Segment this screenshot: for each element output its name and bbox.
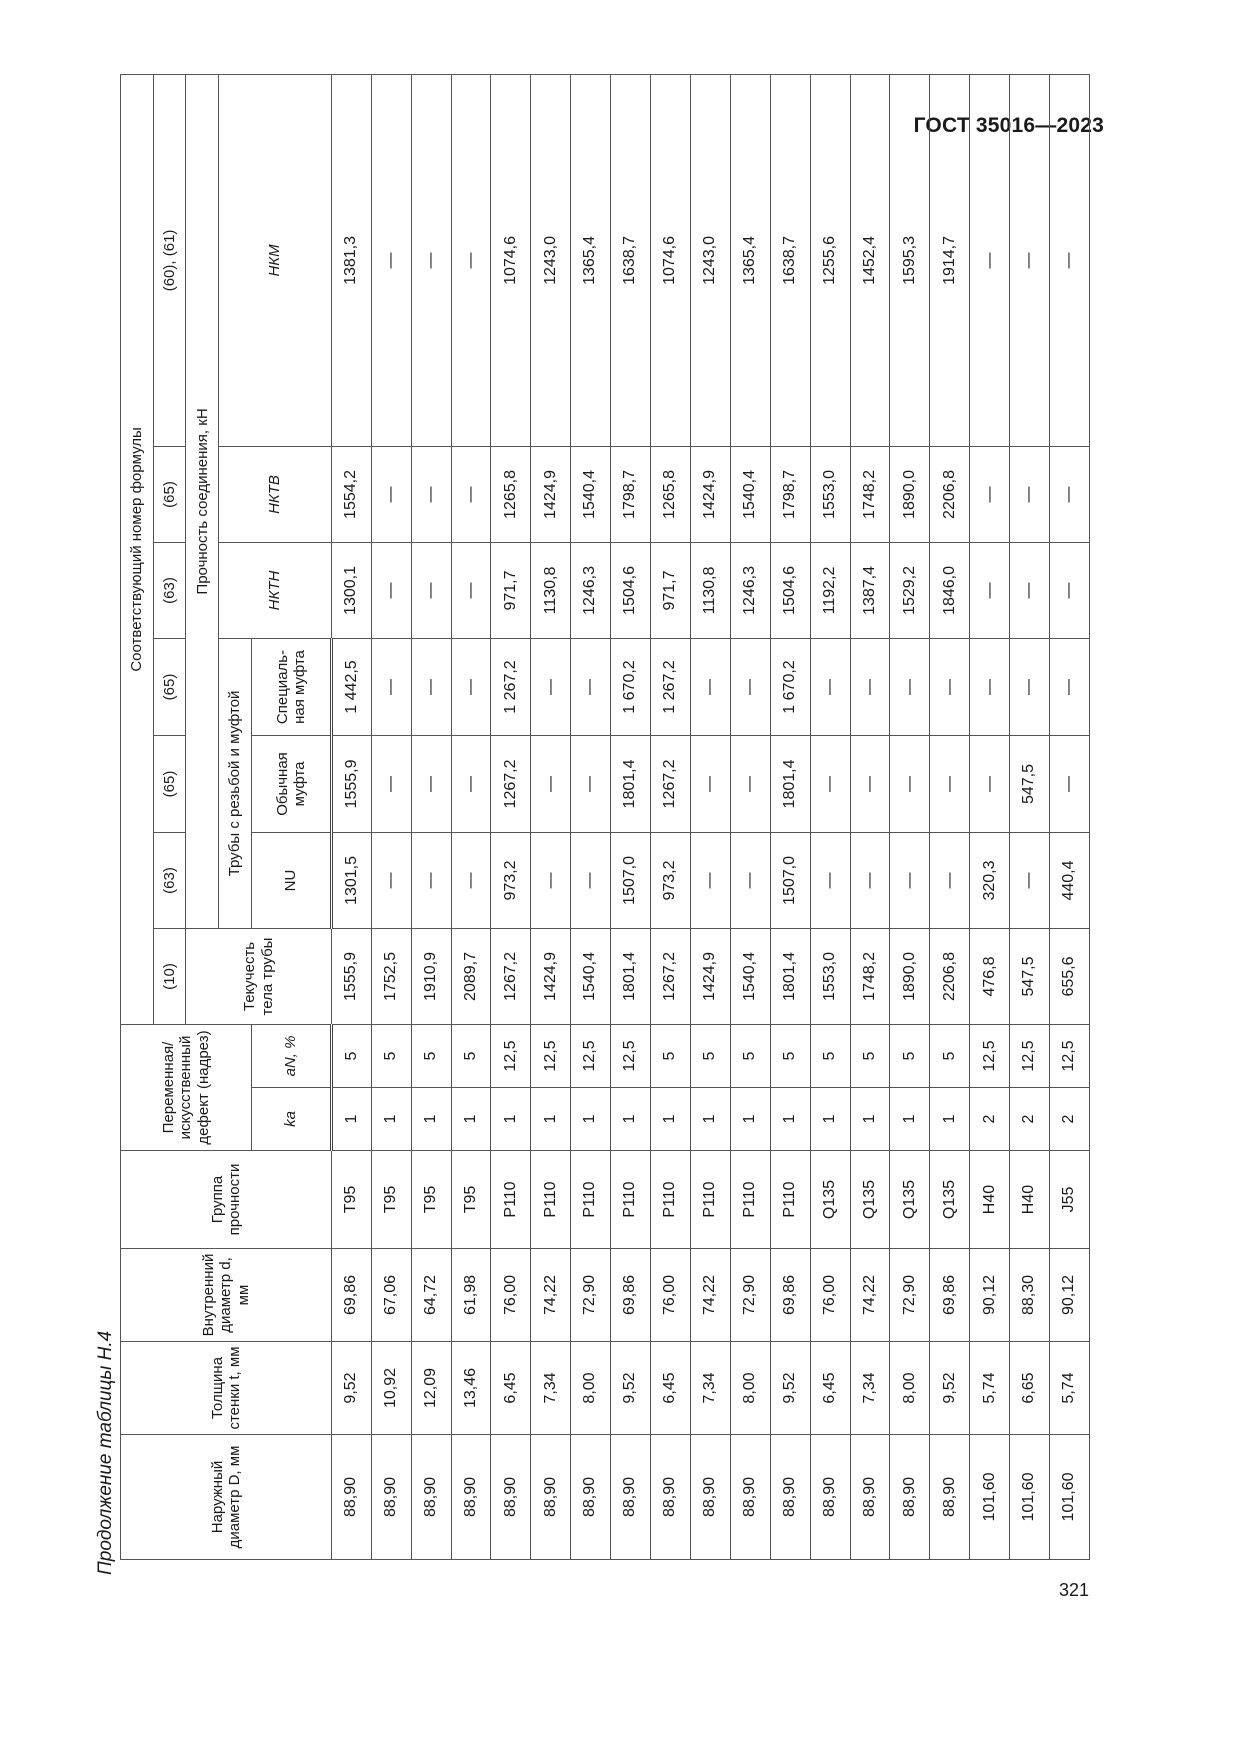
cell-eu-special: — (850, 638, 890, 735)
cell-nu: 1301,5 (331, 832, 371, 928)
table-row (850, 74, 890, 1559)
cell-eu-regular: — (690, 735, 730, 832)
cell-nkm: — (1050, 74, 1090, 446)
cell-eu-special: — (571, 638, 611, 735)
cell-body-yield: 547,5 (1010, 928, 1050, 1024)
table-row (1050, 74, 1090, 1559)
cell-nktn: 1846,0 (930, 542, 970, 638)
cell-strength-group: Q135 (810, 1151, 850, 1249)
cell-an: 5 (890, 1024, 930, 1087)
cell-inner-diameter: 69,86 (770, 1249, 810, 1342)
cell-nktn: — (411, 542, 451, 638)
cell-eu-regular: 1555,9 (331, 735, 371, 832)
cell-ka: 1 (531, 1088, 571, 1151)
cell-outer-diameter: 88,90 (611, 1435, 651, 1560)
cell-an: 5 (770, 1024, 810, 1087)
header-joint-strength: Прочность соединения, кН (186, 74, 219, 928)
cell-eu-regular: — (730, 735, 770, 832)
cell-nktn: — (371, 542, 411, 638)
cell-inner-diameter: 90,12 (1050, 1249, 1090, 1342)
cell-nktn: — (451, 542, 491, 638)
cell-nu: 973,2 (651, 832, 691, 928)
cell-nu: — (531, 832, 571, 928)
cell-strength-group: Q135 (850, 1151, 890, 1249)
header-nktv: НКТВ (219, 446, 332, 542)
cell-body-yield: 2089,7 (451, 928, 491, 1024)
table-row (890, 74, 930, 1559)
cell-body-yield: 655,6 (1050, 928, 1090, 1024)
cell-outer-diameter: 101,60 (970, 1435, 1010, 1560)
cell-eu-special: — (451, 638, 491, 735)
cell-wall-thickness: 9,52 (930, 1342, 970, 1435)
cell-an: 5 (850, 1024, 890, 1087)
cell-nu: 1507,0 (611, 832, 651, 928)
cell-nu: — (850, 832, 890, 928)
cell-an: 5 (411, 1024, 451, 1087)
header-outer-diameter: Наружный диаметр D, мм (121, 1435, 332, 1560)
header-formula-60-61: (60), (61) (153, 74, 186, 446)
table-row (930, 74, 970, 1559)
cell-eu-special: — (1050, 638, 1090, 735)
cell-inner-diameter: 72,90 (571, 1249, 611, 1342)
cell-strength-group: H40 (970, 1151, 1010, 1249)
cell-inner-diameter: 69,86 (611, 1249, 651, 1342)
cell-body-yield: 476,8 (970, 928, 1010, 1024)
cell-wall-thickness: 5,74 (970, 1342, 1010, 1435)
cell-inner-diameter: 74,22 (850, 1249, 890, 1342)
cell-nktv: 1265,8 (491, 446, 531, 542)
cell-nu: — (371, 832, 411, 928)
table-caption: Продолжение таблицы Н.4 (95, 1330, 116, 1575)
cell-wall-thickness: 9,52 (611, 1342, 651, 1435)
cell-strength-group: P110 (611, 1151, 651, 1249)
cell-nktv: 1424,9 (531, 446, 571, 542)
cell-eu-special: 1 442,5 (331, 638, 371, 735)
header-ka: ka (251, 1088, 331, 1151)
table-body (331, 74, 1089, 1559)
table-row (491, 74, 531, 1559)
cell-ka: 1 (371, 1088, 411, 1151)
cell-strength-group: T95 (371, 1151, 411, 1249)
cell-inner-diameter: 69,86 (930, 1249, 970, 1342)
cell-strength-group: P110 (730, 1151, 770, 1249)
cell-body-yield: 1424,9 (531, 928, 571, 1024)
cell-nktv: 1554,2 (331, 446, 371, 542)
cell-body-yield: 1752,5 (371, 928, 411, 1024)
cell-ka: 2 (1010, 1088, 1050, 1151)
cell-eu-special: 1 670,2 (770, 638, 810, 735)
cell-nktv: — (970, 446, 1010, 542)
cell-body-yield: 1748,2 (850, 928, 890, 1024)
cell-eu-regular: — (571, 735, 611, 832)
header-regular-coupling: Обычная муфта (251, 735, 331, 832)
cell-nkm: 1365,4 (571, 74, 611, 446)
rotated-table-container (120, 175, 1090, 1560)
cell-inner-diameter: 74,22 (690, 1249, 730, 1342)
cell-eu-regular: — (1050, 735, 1090, 832)
header-formula: Соответствующий номер формулы (121, 74, 154, 1024)
cell-eu-regular: — (850, 735, 890, 832)
cell-nktn: 1246,3 (571, 542, 611, 638)
table-row (571, 74, 611, 1559)
cell-eu-regular: — (411, 735, 451, 832)
cell-eu-special: 1 267,2 (651, 638, 691, 735)
cell-an: 12,5 (611, 1024, 651, 1087)
header-formula-63-nktn: (63) (153, 542, 186, 638)
cell-nktn: — (1050, 542, 1090, 638)
cell-eu-regular: 1267,2 (651, 735, 691, 832)
cell-inner-diameter: 76,00 (810, 1249, 850, 1342)
cell-eu-special: — (690, 638, 730, 735)
page-number: 321 (1059, 1580, 1090, 1600)
cell-an: 12,5 (531, 1024, 571, 1087)
cell-nktv: 1540,4 (571, 446, 611, 542)
cell-wall-thickness: 6,45 (491, 1342, 531, 1435)
cell-eu-regular: — (930, 735, 970, 832)
cell-eu-special: — (930, 638, 970, 735)
cell-nktv: 2206,8 (930, 446, 970, 542)
cell-wall-thickness: 8,00 (730, 1342, 770, 1435)
cell-inner-diameter: 61,98 (451, 1249, 491, 1342)
cell-eu-special: 1 670,2 (611, 638, 651, 735)
cell-nu: 440,4 (1050, 832, 1090, 928)
cell-outer-diameter: 88,90 (371, 1435, 411, 1560)
table-row (970, 74, 1010, 1559)
cell-ka: 1 (890, 1088, 930, 1151)
table-row (451, 74, 491, 1559)
cell-ka: 1 (651, 1088, 691, 1151)
cell-inner-diameter: 76,00 (651, 1249, 691, 1342)
cell-nktv: 1798,7 (770, 446, 810, 542)
cell-body-yield: 1267,2 (491, 928, 531, 1024)
cell-inner-diameter: 67,06 (371, 1249, 411, 1342)
cell-nkm: — (1010, 74, 1050, 446)
cell-strength-group: P110 (651, 1151, 691, 1249)
cell-eu-regular: 547,5 (1010, 735, 1050, 832)
cell-an: 5 (930, 1024, 970, 1087)
cell-outer-diameter: 88,90 (571, 1435, 611, 1560)
cell-ka: 1 (611, 1088, 651, 1151)
cell-nu: 973,2 (491, 832, 531, 928)
cell-outer-diameter: 88,90 (451, 1435, 491, 1560)
cell-wall-thickness: 6,45 (651, 1342, 691, 1435)
cell-inner-diameter: 72,90 (890, 1249, 930, 1342)
header-inner-diameter: Внутренний диаметр d, мм (121, 1249, 332, 1342)
cell-nu: — (411, 832, 451, 928)
cell-nkm: 1243,0 (531, 74, 571, 446)
cell-body-yield: 1267,2 (651, 928, 691, 1024)
cell-nkm: 1381,3 (331, 74, 371, 446)
cell-eu-special: — (970, 638, 1010, 735)
cell-an: 12,5 (970, 1024, 1010, 1087)
cell-nkm: — (371, 74, 411, 446)
cell-nkm: 1452,4 (850, 74, 890, 446)
table-row (810, 74, 850, 1559)
cell-wall-thickness: 9,52 (770, 1342, 810, 1435)
cell-nu: 1507,0 (770, 832, 810, 928)
cell-ka: 1 (930, 1088, 970, 1151)
cell-eu-regular: 1801,4 (770, 735, 810, 832)
cell-nkm: 1074,6 (651, 74, 691, 446)
cell-ka: 1 (331, 1088, 371, 1151)
cell-nu: — (451, 832, 491, 928)
cell-nkm: — (451, 74, 491, 446)
cell-nktn: — (1010, 542, 1050, 638)
cell-inner-diameter: 72,90 (730, 1249, 770, 1342)
cell-ka: 1 (850, 1088, 890, 1151)
cell-strength-group: H40 (1010, 1151, 1050, 1249)
cell-nkm: 1914,7 (930, 74, 970, 446)
cell-nktn: 1246,3 (730, 542, 770, 638)
header-formula-65-nktv: (65) (153, 446, 186, 542)
cell-strength-group: P110 (690, 1151, 730, 1249)
cell-outer-diameter: 88,90 (331, 1435, 371, 1560)
cell-wall-thickness: 5,74 (1050, 1342, 1090, 1435)
cell-outer-diameter: 101,60 (1050, 1435, 1090, 1560)
cell-wall-thickness: 7,34 (531, 1342, 571, 1435)
cell-nkm: 1638,7 (611, 74, 651, 446)
cell-strength-group: Q135 (930, 1151, 970, 1249)
cell-inner-diameter: 88,30 (1010, 1249, 1050, 1342)
cell-outer-diameter: 88,90 (651, 1435, 691, 1560)
cell-nktv: 1265,8 (651, 446, 691, 542)
cell-nktn: 1529,2 (890, 542, 930, 638)
cell-eu-regular: — (451, 735, 491, 832)
cell-nu: — (810, 832, 850, 928)
cell-an: 5 (810, 1024, 850, 1087)
cell-eu-special: — (890, 638, 930, 735)
cell-eu-regular: — (531, 735, 571, 832)
cell-nktn: 971,7 (651, 542, 691, 638)
cell-inner-diameter: 90,12 (970, 1249, 1010, 1342)
cell-outer-diameter: 88,90 (730, 1435, 770, 1560)
header-formula-65-regular: (65) (153, 735, 186, 832)
cell-eu-regular: — (970, 735, 1010, 832)
cell-body-yield: 1910,9 (411, 928, 451, 1024)
header-special-coupling: Специаль- ная муфта (251, 638, 331, 735)
cell-an: 12,5 (1050, 1024, 1090, 1087)
header-threaded-coupled: Трубы с резьбой и муфтой (219, 638, 252, 928)
cell-strength-group: T95 (331, 1151, 371, 1249)
cell-outer-diameter: 88,90 (810, 1435, 850, 1560)
cell-an: 5 (690, 1024, 730, 1087)
cell-outer-diameter: 88,90 (690, 1435, 730, 1560)
cell-an: 5 (451, 1024, 491, 1087)
cell-ka: 1 (571, 1088, 611, 1151)
cell-nktn: 1300,1 (331, 542, 371, 638)
cell-nktn: 1130,8 (690, 542, 730, 638)
cell-nktv: — (1010, 446, 1050, 542)
cell-nktv: — (1050, 446, 1090, 542)
cell-strength-group: P110 (571, 1151, 611, 1249)
cell-nkm: 1595,3 (890, 74, 930, 446)
cell-wall-thickness: 8,00 (571, 1342, 611, 1435)
cell-an: 12,5 (491, 1024, 531, 1087)
cell-strength-group: P110 (491, 1151, 531, 1249)
cell-eu-special: — (1010, 638, 1050, 735)
cell-nu: — (690, 832, 730, 928)
header-defect: Переменная/ искусственный дефект (надрез) (121, 1024, 252, 1150)
cell-ka: 1 (411, 1088, 451, 1151)
cell-body-yield: 1801,4 (611, 928, 651, 1024)
cell-nu: — (930, 832, 970, 928)
cell-nu: — (571, 832, 611, 928)
cell-strength-group: Q135 (890, 1151, 930, 1249)
cell-outer-diameter: 88,90 (770, 1435, 810, 1560)
header-nu: NU (251, 832, 331, 928)
cell-outer-diameter: 101,60 (1010, 1435, 1050, 1560)
cell-body-yield: 1553,0 (810, 928, 850, 1024)
cell-strength-group: P110 (770, 1151, 810, 1249)
cell-body-yield: 1555,9 (331, 928, 371, 1024)
cell-an: 12,5 (571, 1024, 611, 1087)
header-wall-thickness: Толщина стенки t, мм (121, 1342, 332, 1435)
cell-wall-thickness: 12,09 (411, 1342, 451, 1435)
cell-eu-special: — (730, 638, 770, 735)
cell-nkm: 1243,0 (690, 74, 730, 446)
cell-ka: 1 (730, 1088, 770, 1151)
cell-body-yield: 1801,4 (770, 928, 810, 1024)
table-row (331, 74, 371, 1559)
cell-ka: 2 (1050, 1088, 1090, 1151)
cell-nktn: — (970, 542, 1010, 638)
cell-nkm: 1365,4 (730, 74, 770, 446)
cell-nu: — (730, 832, 770, 928)
table-row (531, 74, 571, 1559)
table-row (690, 74, 730, 1559)
cell-eu-regular: 1801,4 (611, 735, 651, 832)
cell-nu: 320,3 (970, 832, 1010, 928)
header-formula-65-special: (65) (153, 638, 186, 735)
cell-nktn: 1192,2 (810, 542, 850, 638)
cell-outer-diameter: 88,90 (411, 1435, 451, 1560)
cell-nktv: — (371, 446, 411, 542)
cell-wall-thickness: 6,65 (1010, 1342, 1050, 1435)
cell-eu-special: 1 267,2 (491, 638, 531, 735)
cell-wall-thickness: 6,45 (810, 1342, 850, 1435)
cell-an: 5 (651, 1024, 691, 1087)
cell-wall-thickness: 13,46 (451, 1342, 491, 1435)
cell-inner-diameter: 74,22 (531, 1249, 571, 1342)
cell-wall-thickness: 7,34 (690, 1342, 730, 1435)
cell-eu-regular: — (890, 735, 930, 832)
cell-body-yield: 1540,4 (571, 928, 611, 1024)
cell-inner-diameter: 64,72 (411, 1249, 451, 1342)
header-formula-63-nu: (63) (153, 832, 186, 928)
cell-wall-thickness: 9,52 (331, 1342, 371, 1435)
cell-strength-group: T95 (451, 1151, 491, 1249)
cell-outer-diameter: 88,90 (531, 1435, 571, 1560)
cell-nkm: 1255,6 (810, 74, 850, 446)
header-formula-10: (10) (153, 928, 186, 1024)
document-code: ГОСТ 35016—2023 (913, 114, 1104, 137)
cell-nktv: 1553,0 (810, 446, 850, 542)
cell-wall-thickness: 8,00 (890, 1342, 930, 1435)
cell-nktv: 1748,2 (850, 446, 890, 542)
cell-nkm: 1074,6 (491, 74, 531, 446)
cell-nktn: 1504,6 (611, 542, 651, 638)
cell-eu-regular: 1267,2 (491, 735, 531, 832)
cell-body-yield: 1890,0 (890, 928, 930, 1024)
cell-eu-regular: — (810, 735, 850, 832)
cell-nktn: 971,7 (491, 542, 531, 638)
cell-ka: 1 (491, 1088, 531, 1151)
cell-wall-thickness: 10,92 (371, 1342, 411, 1435)
table-row (770, 74, 810, 1559)
cell-an: 5 (730, 1024, 770, 1087)
cell-body-yield: 1540,4 (730, 928, 770, 1024)
cell-eu-regular: — (371, 735, 411, 832)
cell-body-yield: 2206,8 (930, 928, 970, 1024)
cell-nktv: 1540,4 (730, 446, 770, 542)
cell-nu: — (1010, 832, 1050, 928)
table-row (730, 74, 770, 1559)
cell-strength-group: J55 (1050, 1151, 1090, 1249)
cell-nktn: 1387,4 (850, 542, 890, 638)
cell-nktn: 1130,8 (531, 542, 571, 638)
cell-strength-group: T95 (411, 1151, 451, 1249)
cell-nkm: — (970, 74, 1010, 446)
pipe-strength-table (120, 74, 1090, 1560)
cell-nktv: — (411, 446, 451, 542)
table-row (611, 74, 651, 1559)
cell-eu-special: — (531, 638, 571, 735)
cell-nu: — (890, 832, 930, 928)
cell-inner-diameter: 69,86 (331, 1249, 371, 1342)
header-an: aN, % (251, 1024, 331, 1087)
cell-eu-special: — (411, 638, 451, 735)
cell-nkm: — (411, 74, 451, 446)
cell-nktv: 1424,9 (690, 446, 730, 542)
cell-nktv: 1798,7 (611, 446, 651, 542)
cell-an: 12,5 (1010, 1024, 1050, 1087)
cell-nktv: — (451, 446, 491, 542)
cell-an: 5 (371, 1024, 411, 1087)
header-nkm: НКМ (219, 74, 332, 446)
cell-outer-diameter: 88,90 (491, 1435, 531, 1560)
header-body-yield: Текучесть тела трубы (186, 928, 331, 1024)
cell-eu-special: — (810, 638, 850, 735)
cell-inner-diameter: 76,00 (491, 1249, 531, 1342)
cell-wall-thickness: 7,34 (850, 1342, 890, 1435)
table-row (1010, 74, 1050, 1559)
cell-nktv: 1890,0 (890, 446, 930, 542)
table-row (651, 74, 691, 1559)
cell-nkm: 1638,7 (770, 74, 810, 446)
cell-ka: 1 (770, 1088, 810, 1151)
cell-an: 5 (331, 1024, 371, 1087)
cell-outer-diameter: 88,90 (890, 1435, 930, 1560)
cell-body-yield: 1424,9 (690, 928, 730, 1024)
header-nktn: НКТН (219, 542, 332, 638)
cell-outer-diameter: 88,90 (850, 1435, 890, 1560)
cell-ka: 1 (810, 1088, 850, 1151)
table-row (371, 74, 411, 1559)
cell-strength-group: P110 (531, 1151, 571, 1249)
cell-outer-diameter: 88,90 (930, 1435, 970, 1560)
table-row (411, 74, 451, 1559)
cell-ka: 1 (451, 1088, 491, 1151)
cell-ka: 2 (970, 1088, 1010, 1151)
cell-nktn: 1504,6 (770, 542, 810, 638)
cell-eu-special: — (371, 638, 411, 735)
header-strength-group: Группа прочности (121, 1151, 332, 1249)
cell-ka: 1 (690, 1088, 730, 1151)
